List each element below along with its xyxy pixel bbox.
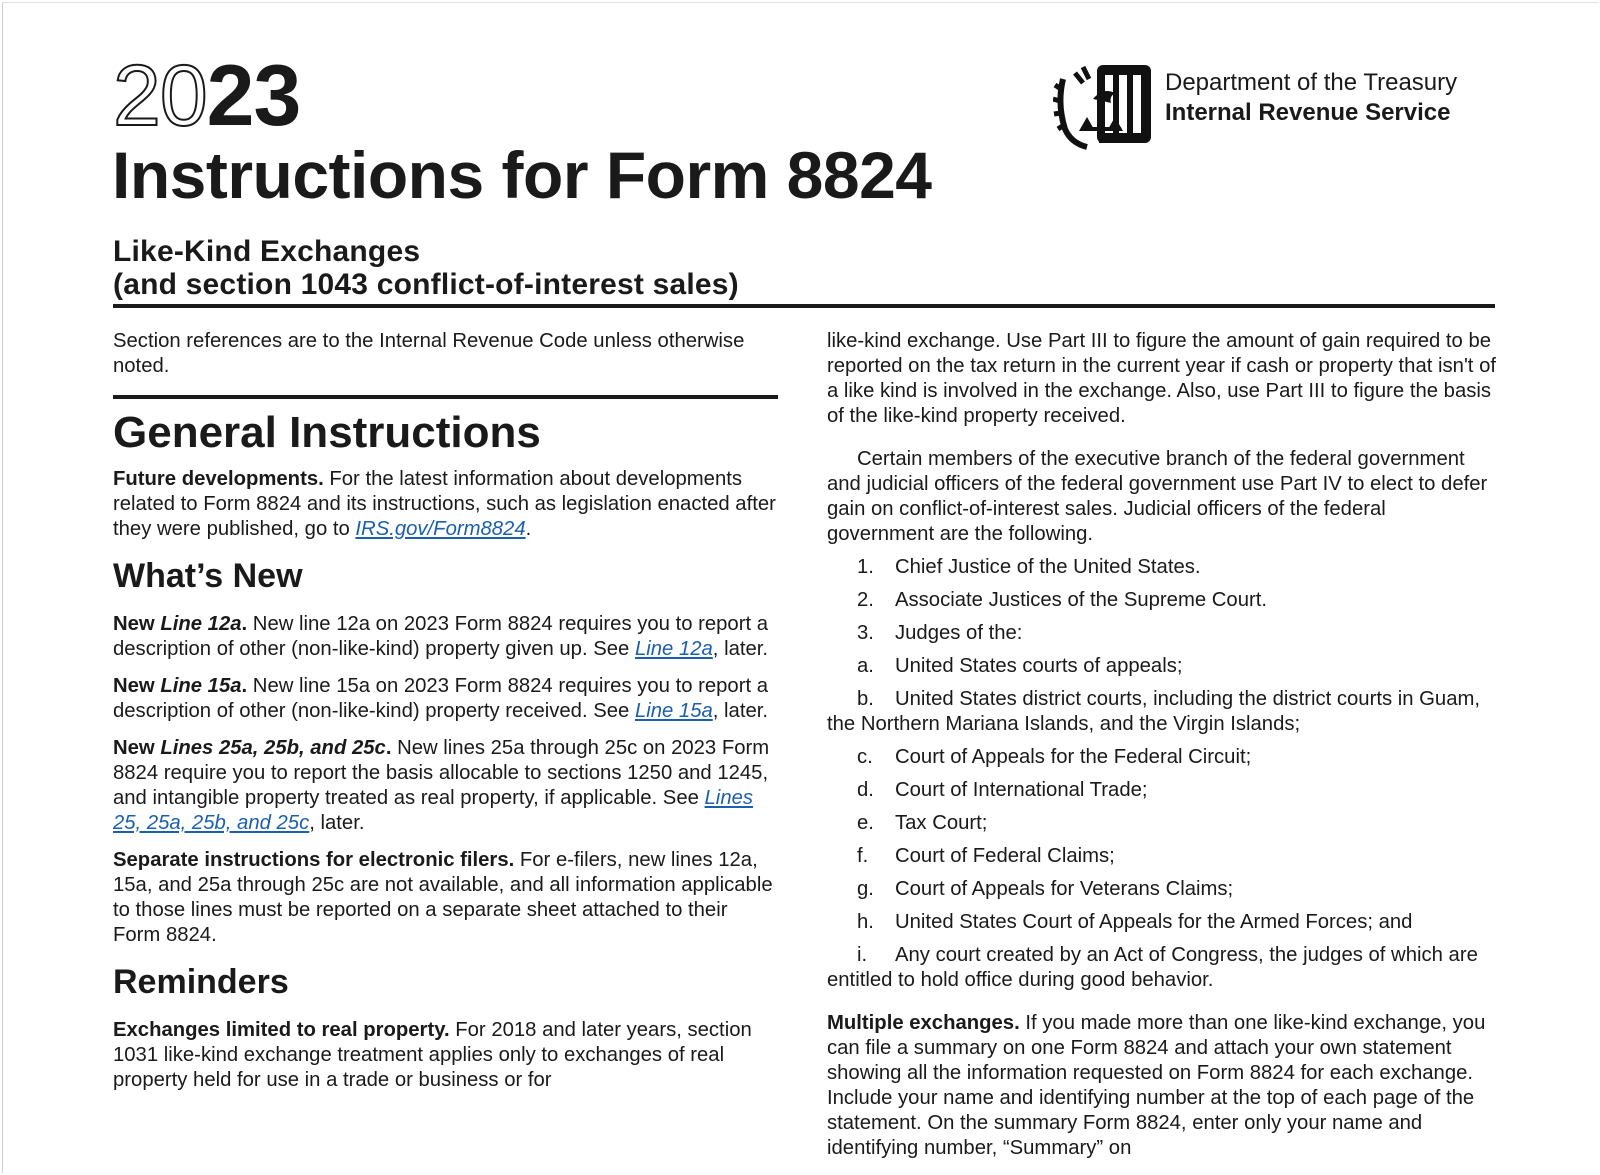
list-item-text: Tax Court; — [895, 812, 988, 834]
list-item-marker: g. — [857, 878, 874, 900]
page-subtitle — [113, 235, 739, 301]
list-item — [827, 745, 1497, 770]
service-name: Internal Revenue Service — [1165, 99, 1451, 126]
conflict-of-interest-paragraph: Certain members of the executive branch of the federal government and judicial officers of the federal government use Part IV to elect to defer gain on conflict-of-interest sales. Judicial officers of the federal government are the following. — [827, 448, 1488, 545]
list-item — [827, 844, 1497, 869]
subtitle-line-2: (and section 1043 conflict-of-interest sales) — [113, 268, 739, 301]
list-item-marker: b. — [857, 688, 874, 710]
lines-25-link[interactable]: Lines 25, 25a, 25b, and 25c — [113, 787, 754, 834]
reminders-heading: Reminders — [113, 963, 289, 1001]
list-item — [827, 910, 1497, 935]
left-column — [113, 329, 778, 1093]
section-divider — [113, 395, 778, 399]
general-instructions-heading: General Instructions — [113, 408, 541, 457]
future-developments-paragraph: Future developments. For the latest information about developments related to Form 8824 and its instructions, such as legislation enacted after they were published, go to IRS.gov/Form8824. — [113, 468, 776, 540]
document-page — [2, 2, 1598, 1173]
department-name: Department of the Treasury — [1165, 69, 1458, 96]
irs-form8824-link[interactable]: IRS.gov/Form8824 — [355, 518, 526, 540]
list-item-marker: e. — [857, 812, 874, 834]
year-bold: 23 — [206, 48, 301, 144]
list-item — [827, 588, 1497, 613]
list-item-marker: 2. — [857, 589, 874, 611]
list-item — [827, 687, 1497, 737]
form-year — [113, 48, 301, 144]
electronic-filers-paragraph: Separate instructions for electronic filers. For e-filers, new lines 12a, 15a, and 25a through 25c are not available, and all information applicable to those lines must be reported on a separate sheet attached to their Form 8824. — [113, 849, 773, 946]
judicial-officers-list — [827, 555, 1497, 993]
list-item-marker: c. — [857, 746, 873, 768]
list-item-text: Court of International Trade; — [895, 779, 1148, 801]
list-item-text: Judges of the: — [895, 622, 1023, 644]
list-item — [827, 877, 1497, 902]
line-12a-link[interactable]: Line 12a — [634, 638, 713, 660]
list-item-text: Court of Appeals for Veterans Claims; — [895, 878, 1234, 900]
right-column — [827, 329, 1497, 1161]
irs-logo-block — [1053, 59, 1493, 151]
list-item-marker: f. — [857, 845, 869, 867]
exchanges-limited-paragraph: Exchanges limited to real property. For 2018 and later years, section 1031 like-kind exchange treatment applies only to exchanges of real property held for use in a trade or business or for — [113, 1019, 752, 1091]
year-outline: 20 — [113, 48, 207, 144]
list-item-text: Court of Appeals for the Federal Circuit; — [895, 746, 1252, 768]
list-item — [827, 943, 1497, 993]
list-item-marker: 3. — [857, 622, 874, 644]
list-item-text: United States courts of appeals; — [895, 655, 1183, 677]
list-item-marker: 1. — [857, 556, 874, 578]
section-references: Section references are to the Internal Revenue Code unless otherwise noted. — [113, 330, 745, 377]
future-developments-lead: Future developments. — [113, 468, 324, 490]
list-item-text: United States Court of Appeals for the Armed Forces; and — [895, 911, 1413, 933]
irs-eagle-icon — [1053, 59, 1157, 151]
list-item-text: Associate Justices of the Supreme Court. — [895, 589, 1267, 611]
multiple-exchanges-paragraph: Multiple exchanges. If you made more than one like-kind exchange, you can file a summary on one Form 8824 and attach your own statement showing all the information requested on Form 8824 for each exchange. Include your name and identifying number at the top of each page of the statement. On the summary Form 8824, enter only your name and identifying number, “Summary” on — [827, 1012, 1486, 1159]
new-line-12a-paragraph: New Line 12a. New line 12a on 2023 Form 8824 requires you to report a description of other (non-like-kind) property given up. See Line 12a, later. — [113, 613, 769, 660]
list-item-marker: h. — [857, 911, 874, 933]
list-item-text: United States district courts, including the district courts in Guam, the Northern Mariana Islands, and the Virgin Islands; — [827, 688, 1481, 735]
list-item-marker: a. — [857, 655, 874, 677]
list-item-marker: d. — [857, 779, 874, 801]
line-15a-link[interactable]: Line 15a — [634, 700, 713, 722]
list-item-text: Chief Justice of the United States. — [895, 556, 1201, 578]
list-item — [827, 621, 1497, 646]
list-item — [827, 555, 1497, 580]
list-item — [827, 654, 1497, 679]
subtitle-line-1: Like-Kind Exchanges — [113, 235, 421, 268]
new-line-15a-paragraph: New Line 15a. New line 15a on 2023 Form 8824 requires you to report a description of other (non-like-kind) property received. See Line 15a, later. — [113, 675, 769, 722]
page-title: Instructions for Form 8824 — [112, 138, 932, 212]
list-item-marker: i. — [857, 944, 868, 966]
part-iii-paragraph: like-kind exchange. Use Part III to figure the amount of gain required to be reported on the tax return in the current year if cash or property that isn't of a like kind is involved in the exchange. Also, use Part III to figure the basis of the like-kind property received. — [827, 330, 1496, 427]
list-item — [827, 811, 1497, 836]
list-item-text: Court of Federal Claims; — [895, 845, 1115, 867]
list-item — [827, 778, 1497, 803]
header-divider — [113, 304, 1495, 308]
list-item-text: Any court created by an Act of Congress, the judges of which are entitled to hold office during good behavior. — [827, 944, 1478, 991]
new-lines-25-paragraph: New Lines 25a, 25b, and 25c. New lines 25a through 25c on 2023 Form 8824 require you to report the basis allocable to sections 1250 and 1245, and intangible property treated as real property, if applicable. See Lines 25, 25a, 25b, and 25c, later. — [113, 737, 770, 834]
whats-new-heading: What’s New — [113, 557, 303, 595]
